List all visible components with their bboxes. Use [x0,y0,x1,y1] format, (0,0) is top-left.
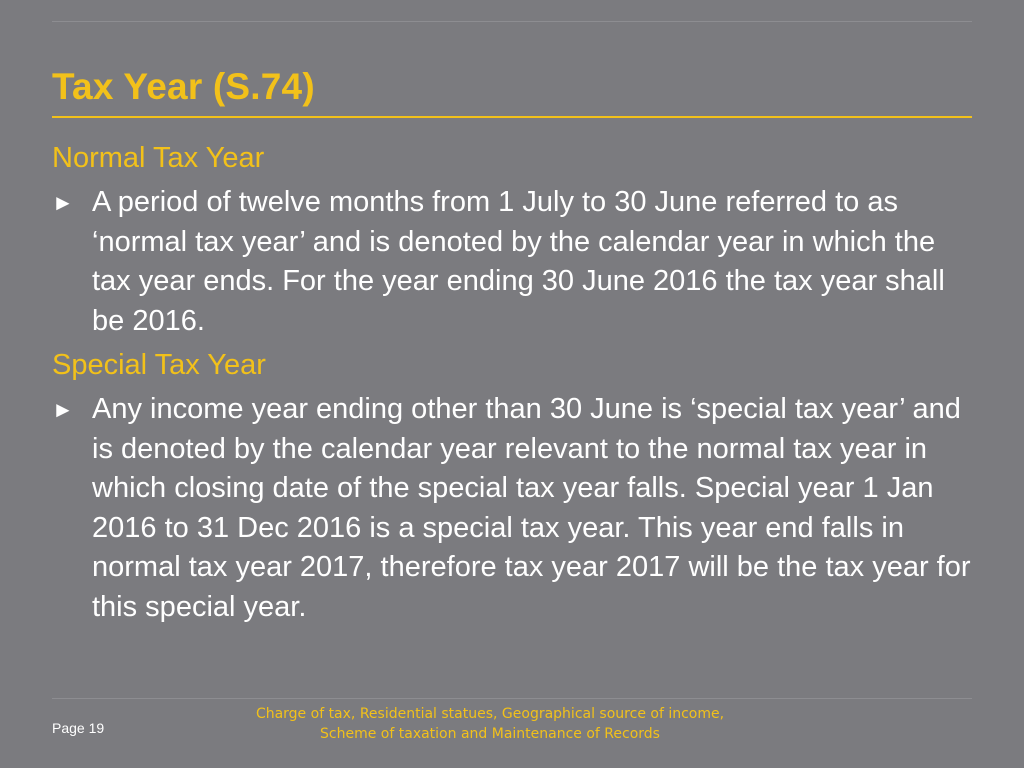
page-number: Page 19 [52,720,105,736]
bullet-item [52,390,977,627]
top-divider [52,21,972,22]
slide-title: Tax Year (S.74) [52,66,315,107]
right-pointing-triangle-icon: ► [52,190,74,215]
section-heading-normal-tax-year: Normal Tax Year [52,142,265,174]
bullet-text: A period of twelve months from 1 July to 30 June referred to as ‘normal tax year’ and is denoted by the calendar year in which the tax year ends. For the year ending 30 June 2016 the tax year shall be 2016. [92,186,945,337]
right-pointing-triangle-icon: ► [52,397,74,422]
footer-caption-line-2: Scheme of taxation and Maintenance of Records [320,726,660,742]
footer-caption [240,704,740,744]
slide-body [52,138,977,631]
section-heading-special-tax-year: Special Tax Year [52,349,266,381]
title-underline [52,116,972,118]
footer-caption-line-1: Charge of tax, Residential statues, Geographical source of income, [255,706,725,722]
footer-divider [52,698,972,699]
bullet-text: Any income year ending other than 30 June is ‘special tax year’ and is denoted by the calendar year relevant to the normal tax year in which closing date of the special tax year falls. Special year 1 Jan 2016 to 31 Dec 2016 is a special tax year. This year end falls in normal tax year 2017, therefore tax year 2017 will be the tax year for this special year. [92,393,971,623]
bullet-item [52,183,977,341]
